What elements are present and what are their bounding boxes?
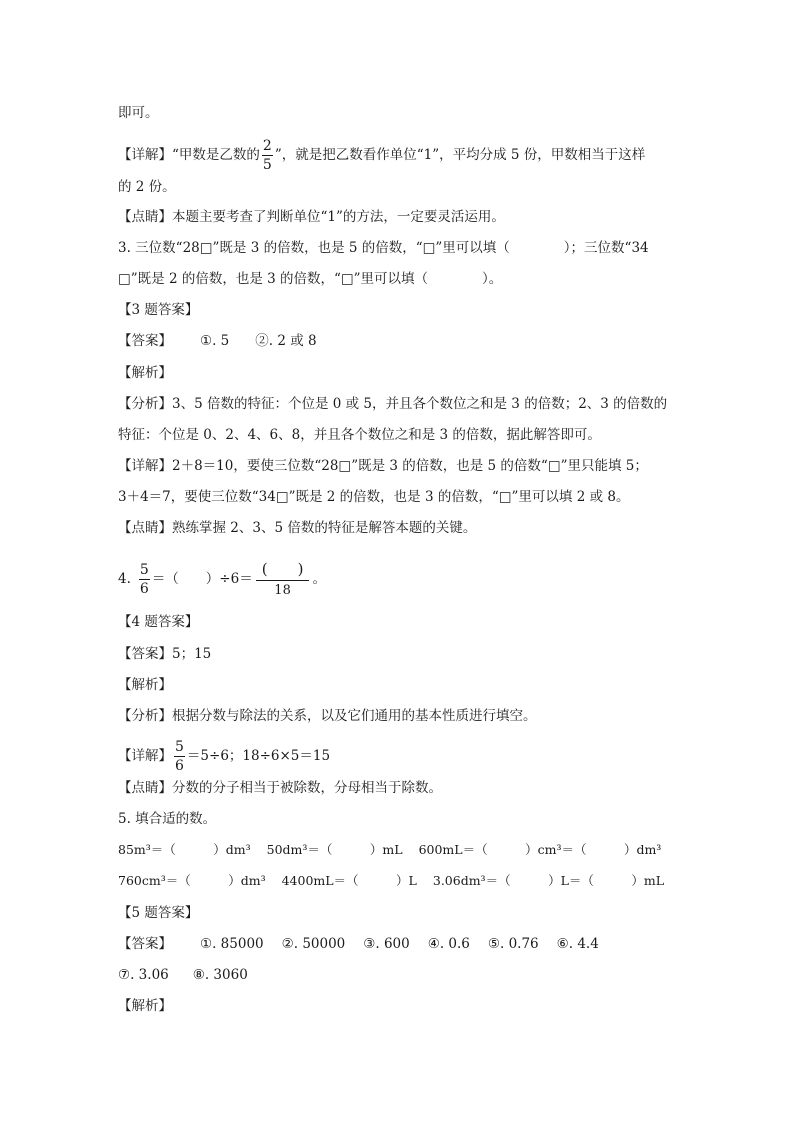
q4-point: 【点睛】分数的分子相当于被除数，分母相当于除数。 — [118, 780, 442, 796]
fraction-two-fifths — [262, 139, 273, 172]
q5-item: 3.06dm³＝（ ）L＝（ ）mL — [432, 873, 665, 888]
q4-end: 。 — [312, 571, 326, 587]
q5-item: 50dm³＝（ ）mL — [266, 842, 403, 857]
q4-equation: ＝（ ）÷6＝ — [151, 571, 253, 587]
line-jike: 即可。 — [118, 105, 159, 121]
answer-item: ⑤. 0.76 — [487, 936, 539, 952]
blank-fraction — [256, 562, 310, 597]
q3-fenxi-1: 【分析】3、5 倍数的特征：个位是 0 或 5，并且各个数位之和是 3 的倍数；2、3 的倍数的 — [118, 396, 668, 412]
fraction-denominator: 5 — [262, 157, 272, 173]
fraction-five-sixths — [174, 740, 185, 773]
q3-point: 【点睛】熟练掌握 2、3、5 倍数的特征是解答本题的关键。 — [118, 520, 477, 536]
fraction-numerator: 5 — [139, 562, 149, 578]
answer-tag: 【答案】 — [118, 333, 172, 349]
answer-item: ③. 600 — [363, 936, 410, 952]
answer-item: ⑦. 3.06 — [118, 967, 169, 983]
q2-point: 【点睛】本题主要考查了判断单位“1”的方法，一定要灵活运用。 — [118, 209, 505, 225]
fraction-five-sixths — [139, 563, 150, 596]
fraction-denominator: 6 — [139, 581, 149, 597]
detail-text: “甲数是乙数的 — [172, 147, 260, 163]
q5-answer-line1 — [118, 934, 599, 954]
q4-analysis: 【解析】 — [118, 677, 172, 693]
detail-text: ”，就是把乙数看作单位“1”，平均分成 5 份，甲数相当于这样 — [274, 147, 646, 163]
answer-item: ⑥. 4.4 — [556, 936, 599, 952]
q5-answer-line2 — [118, 965, 248, 985]
answer-item: ②. 2 或 8 — [255, 333, 317, 349]
fraction-numerator: 5 — [175, 739, 184, 755]
blank-numerator: ( ) — [256, 562, 310, 581]
answer-item: ②. 50000 — [281, 936, 346, 952]
answer-item: ①. 5 — [200, 333, 230, 349]
q3-analysis: 【解析】 — [118, 365, 172, 381]
q5-row-2 — [118, 871, 664, 891]
q4-question — [118, 562, 326, 597]
answer-tag: 【答案】 — [118, 936, 172, 952]
answer-item: ①. 85000 — [200, 936, 264, 952]
q2-detail-line — [118, 139, 645, 172]
q2-detail-cont: 的 2 份。 — [118, 179, 176, 195]
fraction-denominator: 6 — [175, 758, 184, 774]
q5-answer-head: 【5 题答案】 — [118, 905, 199, 921]
q3-answer-line — [118, 331, 317, 351]
q5-item: 4400mL＝（ ）L — [281, 873, 417, 888]
q4-answer: 【答案】5；15 — [118, 646, 212, 662]
q3-detail-2: 3＋4＝7，要使三位数“34□”既是 2 的倍数，也是 3 的倍数，“□”里可以填 2 或 8。 — [118, 489, 630, 505]
q3-question-line1: 3. 三位数“28□”既是 3 的倍数，也是 5 的倍数，“□”里可以填（ ）；三位数“34 — [118, 240, 649, 256]
q5-title: 5. 填合适的数。 — [118, 811, 217, 827]
q3-question-line2: □”既是 2 的倍数，也是 3 的倍数，“□”里可以填（ ）。 — [118, 271, 503, 287]
q3-detail-1: 【详解】2＋8＝10，要使三位数“28□”既是 3 的倍数，也是 5 的倍数“□”里只能填 5； — [118, 458, 648, 474]
blank-denominator: 18 — [274, 583, 291, 598]
detail-tag: 【详解】 — [118, 748, 172, 764]
q4-fenxi: 【分析】根据分数与除法的关系，以及它们通用的基本性质进行填空。 — [118, 708, 537, 724]
q4-number: 4. — [118, 571, 131, 587]
fraction-numerator: 2 — [262, 138, 272, 154]
q3-fenxi-2: 特征：个位是 0、2、4、6、8，并且各个数位之和是 3 的倍数，据此解答即可。 — [118, 427, 601, 443]
q4-answer-head: 【4 题答案】 — [118, 614, 199, 630]
q5-item: 85m³＝（ ）dm³ — [118, 842, 251, 857]
q5-analysis: 【解析】 — [118, 998, 172, 1014]
answer-item: ⑧. 3060 — [192, 967, 248, 983]
q4-detail — [118, 740, 330, 773]
q5-row-1 — [118, 840, 661, 860]
detail-tag: 【详解】 — [118, 147, 172, 163]
q3-answer-head: 【3 题答案】 — [118, 302, 199, 318]
q5-item: 600mL＝（ ）cm³＝（ ）dm³ — [418, 842, 662, 857]
detail-text: ＝5÷6；18÷6×5＝15 — [186, 748, 331, 764]
answer-item: ④. 0.6 — [427, 936, 470, 952]
q5-item: 760cm³＝（ ）dm³ — [118, 873, 266, 888]
